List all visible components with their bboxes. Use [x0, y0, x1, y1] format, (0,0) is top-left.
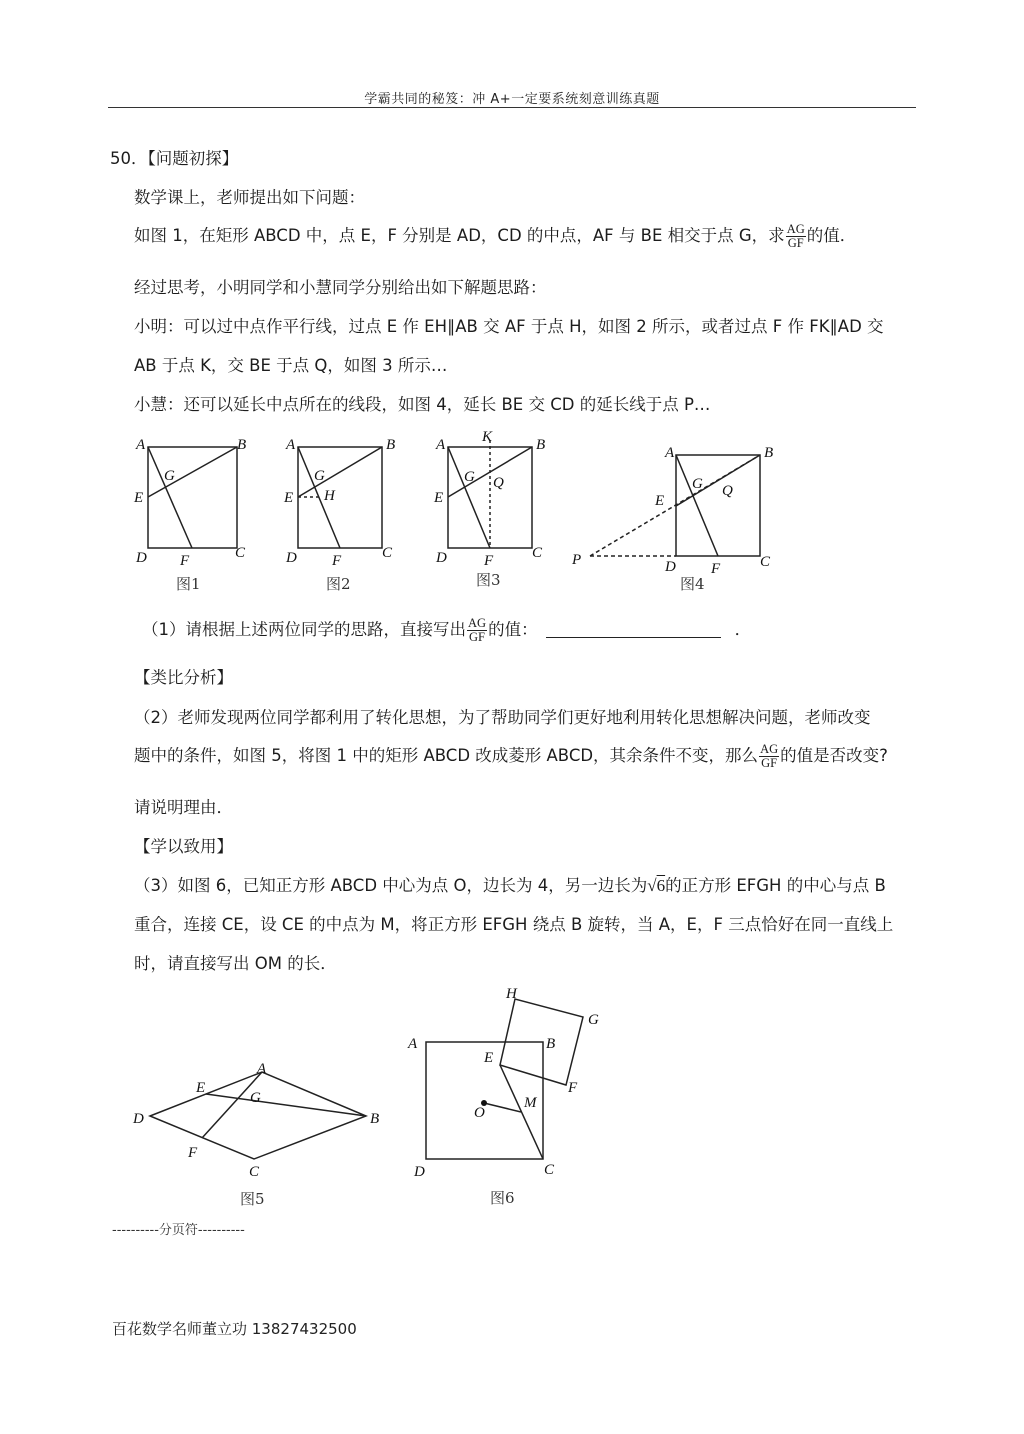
problem-intro: 数学课上，老师提出如下问题：	[134, 188, 365, 207]
fig6-label: O	[474, 1105, 485, 1121]
q3-text: （3）如图 6，已知正方形 ABCD 中心为点 O，边长为 4，另一边长为	[134, 876, 648, 895]
fig2-label: G	[314, 468, 325, 484]
q1-line	[142, 616, 751, 644]
fig6-label: H	[506, 986, 517, 1002]
q1-end: ．	[734, 620, 752, 639]
fig5-label: A	[257, 1061, 267, 1077]
fraction-denominator: GF	[469, 630, 486, 644]
fig6-label: D	[414, 1164, 425, 1180]
fig6-label: C	[544, 1162, 555, 1178]
fig6-label: G	[588, 1012, 599, 1028]
q1-suffix: 的值：	[488, 620, 538, 639]
fig6-label: M	[524, 1095, 537, 1111]
fig2-label: B	[386, 437, 396, 453]
fig2-label: F	[332, 553, 342, 569]
fig3-label: C	[532, 545, 543, 561]
fig3-caption: 图3	[476, 571, 501, 589]
q3-line-3: 时，请直接写出 OM 的长．	[134, 954, 337, 973]
fig1-label: D	[136, 550, 147, 566]
q2-line-1: （2）老师发现两位同学都利用了转化思想，为了帮助同学们更好地利用转化思想解决问题，老师改变	[134, 708, 871, 727]
fraction-numerator: AG	[760, 741, 779, 756]
fraction-ag-gf	[786, 223, 806, 250]
header-rule	[108, 107, 916, 108]
xiaoming-line-2: AB 于点 K，交 BE 于点 Q，如图 3 所示…	[134, 356, 448, 375]
thinking-text: 经过思考，小明同学和小慧同学分别给出如下解题思路：	[134, 278, 547, 297]
fig4-label: E	[655, 493, 665, 509]
q2-line-2	[134, 742, 888, 770]
page-footer: 百花数学名师董立功 13827432500	[112, 1320, 357, 1338]
apply-heading: 【学以致用】	[134, 837, 233, 856]
fig5-caption: 图5	[240, 1190, 265, 1208]
fig5-label: C	[249, 1164, 260, 1180]
fig4-line-af	[676, 455, 718, 556]
fig5-label: G	[250, 1090, 261, 1106]
fig1-label: F	[180, 553, 190, 569]
page-break-marker: ----------分页符----------	[112, 1223, 245, 1238]
fig4-label: C	[760, 554, 771, 570]
fig3-label: A	[436, 437, 446, 453]
fig2-label: A	[286, 437, 296, 453]
fig2-caption: 图2	[326, 575, 351, 593]
fig1-line-af	[148, 447, 192, 548]
fraction-ag-gf	[759, 743, 779, 770]
q2-line-3: 请说明理由．	[134, 798, 233, 817]
xiaoming-line-1: 小明：可以过中点作平行线，过点 E 作 EH∥AB 交 AF 于点 H，如图 2 所示，或者过点 F 作 FK∥AD 交	[134, 317, 884, 336]
fig1-rectangle	[148, 447, 237, 548]
fraction-numerator: AG	[786, 221, 805, 236]
fig5-label: F	[188, 1145, 198, 1161]
fig5-label: D	[133, 1111, 144, 1127]
sqrt-radicand: 6	[656, 876, 666, 895]
fraction-numerator: AG	[468, 615, 487, 630]
fig1-label: A	[136, 437, 146, 453]
q3-line-2: 重合，连接 CE，设 CE 的中点为 M，将正方形 EFGH 绕点 B 旋转，当 A，E，F 三点恰好在同一直线上	[134, 915, 894, 934]
fig3-label: E	[434, 490, 444, 506]
fig3-label: G	[464, 469, 475, 485]
fig6-label: B	[546, 1036, 556, 1052]
answer-blank[interactable]	[546, 623, 721, 638]
fig5-line-be	[206, 1094, 366, 1116]
fig4-rectangle	[676, 455, 760, 556]
fig2-label: E	[284, 490, 294, 506]
fig6-line-om	[484, 1103, 521, 1112]
fig1-label: E	[134, 490, 144, 506]
figures-row-2	[120, 978, 620, 1213]
q1-text: （1）请根据上述两位同学的思路，直接写出	[142, 620, 466, 639]
fig2-label: C	[382, 545, 393, 561]
fig2-label: D	[286, 550, 297, 566]
fig6-label: F	[568, 1080, 578, 1096]
fig1-label: G	[164, 468, 175, 484]
fig2-label: H	[324, 488, 335, 504]
q3-suffix: 的正方形 EFGH 的中心与点 B	[665, 876, 886, 895]
fig1-label: B	[237, 437, 247, 453]
fig3-line-af	[448, 447, 490, 548]
fig5-label: E	[196, 1080, 206, 1096]
fraction-ag-gf	[467, 617, 487, 644]
fig4-line-be	[676, 455, 760, 506]
fig6-line-ce	[500, 1065, 543, 1159]
page-header: 学霸共同的秘笈：冲 A+一定要系统刻意训练真题	[364, 92, 660, 107]
fig4-label: A	[665, 445, 675, 461]
fig4-label: Q	[722, 483, 733, 499]
question-suffix: 的值．	[806, 226, 857, 245]
fig6-caption: 图6	[490, 1189, 515, 1207]
q3-line-1	[134, 872, 886, 896]
fig4-label: G	[692, 476, 703, 492]
fig6-label: E	[484, 1050, 494, 1066]
fig1-line-be	[148, 447, 237, 497]
figures-row-1	[120, 425, 800, 600]
q2-suffix: 的值是否改变?	[780, 746, 888, 765]
fig6-label: A	[408, 1036, 418, 1052]
fig4-caption: 图4	[680, 575, 705, 593]
sqrt-six	[647, 876, 665, 895]
fig4-label: P	[572, 552, 582, 568]
fraction-denominator: GF	[761, 756, 778, 770]
fig3-label: K	[482, 429, 493, 445]
fig2-line-be	[298, 447, 382, 497]
fig1-label: C	[235, 545, 246, 561]
fig3-label: Q	[493, 475, 504, 491]
fig5-label: B	[370, 1111, 380, 1127]
fig5-rhombus	[150, 1072, 366, 1159]
q2-text: 题中的条件，如图 5，将图 1 中的矩形 ABCD 改成菱形 ABCD，其余条件不变，那么	[134, 746, 759, 765]
fig3-label: D	[436, 550, 447, 566]
sqrt-symbol: √	[647, 876, 657, 895]
xiaohui-line: 小慧：还可以延长中点所在的线段，如图 4，延长 BE 交 CD 的延长线于点 P…	[134, 395, 711, 414]
question-text: 如图 1，在矩形 ABCD 中，点 E，F 分别是 AD，CD 的中点，AF 与 BE 相交于点 G，求	[134, 226, 785, 245]
analogy-heading: 【类比分析】	[134, 668, 233, 687]
problem-number-heading: 50．【问题初探】	[110, 149, 239, 168]
fig4-label: D	[665, 559, 676, 575]
fraction-denominator: GF	[787, 236, 804, 250]
problem-question	[134, 222, 856, 250]
fig4-label: B	[764, 445, 774, 461]
fig4-label: F	[711, 561, 721, 577]
fig1-caption: 图1	[176, 575, 201, 593]
fig3-label: F	[484, 553, 494, 569]
fig3-label: B	[536, 437, 546, 453]
